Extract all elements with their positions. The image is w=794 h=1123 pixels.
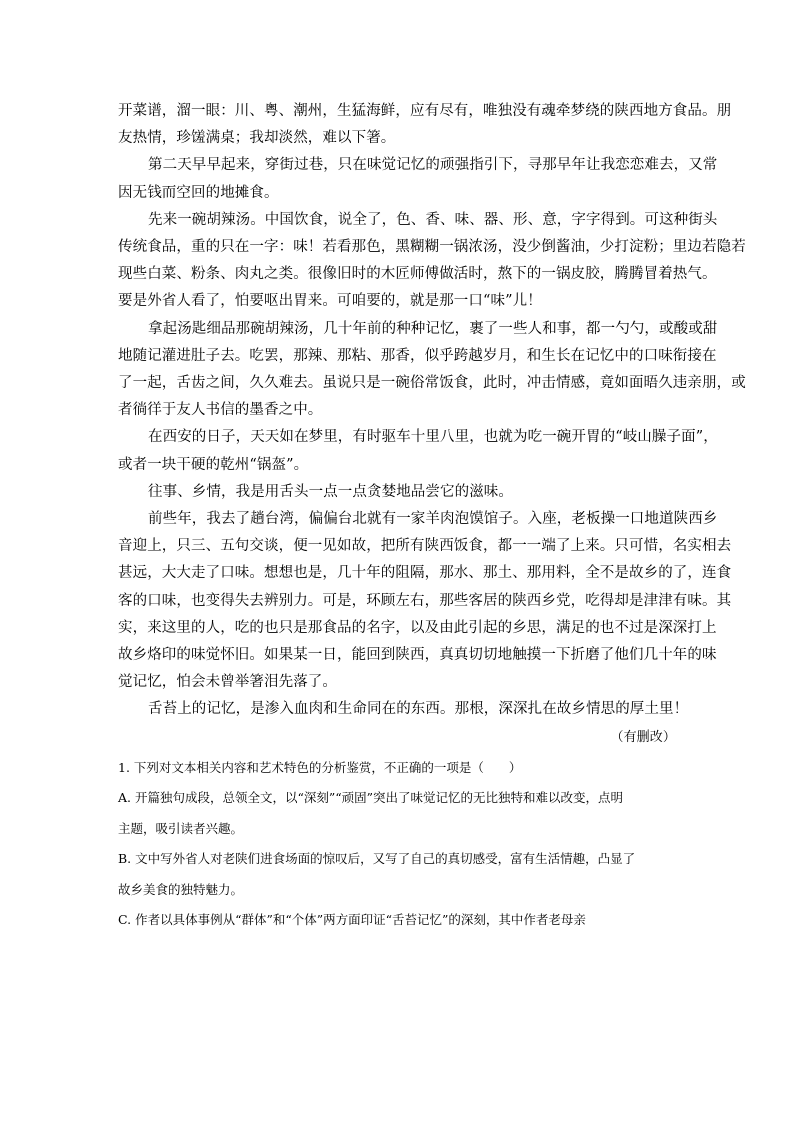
question-1-stem: 1. 下列对文本相关内容和艺术特色的分析鉴赏，不正确的一项是（ ） [118,759,522,775]
text-line: 传统食品，重的只在一字：味！若看那色，黑糊糊一锅浓汤，没少倒酱油，少打淀粉；里边若隐若 [118,239,746,256]
text-line: 先来一碗胡辣汤。中国饮食，说全了，色、香、味、器、形、意，字字得到。可这种街头 [148,211,718,228]
text-line: 音迎上，只三、五句交谈，便一见如故，把所有陕西饭食，都一一端了上来。只可惜，名实相去 [118,538,732,555]
paragraph-4 [118,316,746,425]
essay-body [118,98,746,751]
text-line: 故乡烙印的味觉怀旧。如果某一日，能回到陕西，真真切切地触摸一下折磨了他们几十年的味 [118,647,717,664]
text-line: 拿起汤匙细品那碗胡辣汤，几十年前的种种记忆，裹了一些人和事，都一勺勺，或酸或甜 [148,320,718,337]
text-line: 甚远，大大走了口味。想想也是，几十年的阻隔，那水、那土、那用料，全不是故乡的了，连食 [118,565,732,582]
option-line: C. 作者以具体事例从“群体”和“个体”两方面印证“舌苔记忆”的深刻，其中作者老母亲 [118,912,586,928]
option-line: 故乡美食的独特魅力。 [118,881,244,897]
text-line: 因无钱而空回的地摊食。 [118,184,279,201]
option-line: A. 开篇独句成段，总领全文，以“深刻”“顽固”突出了味觉记忆的无比独特和难以改变，点明 [118,790,624,806]
text-line: 开菜谱，溜一眼：川、粤、潮州，生猛海鲜，应有尽有，唯独没有魂牵梦绕的陕西地方食品。朋 [118,103,732,119]
edit-note: （有删改） [610,729,676,745]
text-line: 实，来这里的人，吃的也只是那食品的名字，以及由此引起的乡思，满足的也不过是深深打上 [118,619,717,636]
text-line: 第二天早早起来，穿街过巷，只在味觉记忆的顽强指引下，寻那早年让我恋恋难去，又常 [148,157,718,174]
paragraph-7 [118,506,732,696]
option-line: B. 文中写外省人对老陕们进食场面的惊叹后，又写了自己的真切感受，富有生活情趣，凸显了 [118,851,636,867]
paragraph-1 [118,98,732,152]
paragraph-2 [118,152,718,206]
text-line: 舌苔上的记忆，是渗入血肉和生命同在的东西。那根，深深扎在故乡情思的厚土里！ [148,701,689,718]
text-line: 往事、乡情，我是用舌头一点一点贪婪地品尝它的滋味。 [148,483,513,500]
paragraph-6 [118,479,678,506]
text-line: 现些白菜、粉条、肉丸之类。很像旧时的木匠师傅做活时，熬下的一锅皮胶，腾腾冒着热气。 [118,266,717,283]
text-line: 客的口味，也变得失去辨别力。可是，环顾左右，那些客居的陕西乡党，吃得却是津津有味。其 [118,592,732,609]
text-line: 在西安的日子，天天如在梦里，有时驱车十里八里，也就为吃一碗开胃的“岐山臊子面”， [148,429,718,446]
text-line: 或者一块干硬的乾州“锅盔”。 [118,456,309,473]
text-line: 地随记灌进肚子去。吃罢，那辣、那粘、那香，似乎跨越岁月，和生长在记忆中的口味衔接在 [118,347,717,364]
paragraph-3 [118,207,746,316]
question-section [118,753,678,936]
option-b [118,844,678,905]
paragraph-5 [118,424,718,478]
text-line: 要是外省人看了，怕要呕出胃来。可咱要的，就是那一口“味”儿！ [118,293,542,310]
text-line: 者徜徉于友人书信的墨香之中。 [118,402,323,419]
option-c [118,905,678,936]
text-line: 觉记忆，怕会未曾举箸泪先落了。 [118,674,337,691]
paragraph-8 [118,696,689,723]
text-line: 了一起，舌齿之间，久久难去。虽说只是一碗俗常饭食，此时，冲击情感，竟如面晤久违亲朋，或 [118,375,746,392]
option-a [118,783,678,844]
text-line: 友热情，珍馐满桌；我却淡然，难以下箸。 [118,130,396,147]
option-line: 主题，吸引读者兴趣。 [118,820,244,836]
text-line: 前些年，我去了趟台湾，偏偏台北就有一家羊肉泡馍馆子。入座，老板操一口地道陕西乡 [148,511,718,528]
